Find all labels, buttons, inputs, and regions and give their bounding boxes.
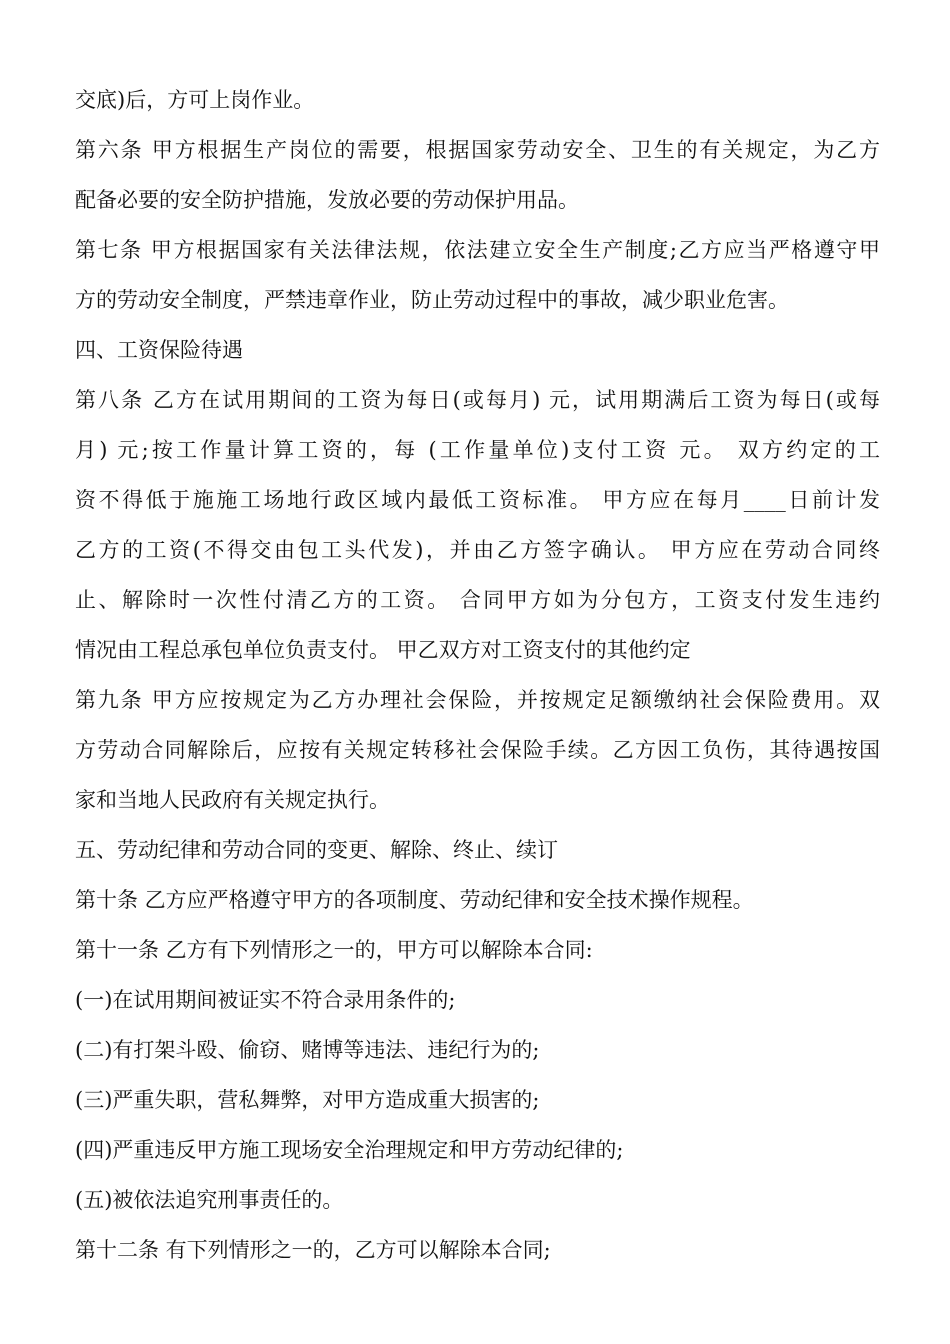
text-line: 第八条 乙方在试用期间的工资为每日(或每月) 元，试用期满后工资为每日(或每 xyxy=(75,388,880,412)
text-line: 家和当地人民政府有关规定执行。 xyxy=(75,788,390,812)
text-line: 交底)后，方可上岗作业。 xyxy=(75,88,315,112)
text-line: 第十条 乙方应严格遵守甲方的各项制度、劳动纪律和安全技术操作规程。 xyxy=(75,888,754,912)
text-line: 资不得低于施施工场地行政区域内最低工资标准。 甲方应在每月____日前计发 xyxy=(75,488,880,512)
section-heading: 五、劳动纪律和劳动合同的变更、解除、终止、续订 xyxy=(75,838,558,862)
text-line: 止、解除时一次性付清乙方的工资。 合同甲方如为分包方，工资支付发生违约 xyxy=(75,588,880,612)
text-line: 第十一条 乙方有下列情形之一的，甲方可以解除本合同: xyxy=(75,938,593,962)
text-line: 第十二条 有下列情形之一的，乙方可以解除本合同; xyxy=(75,1238,551,1262)
text-line: 月) 元;按工作量计算工资的，每 (工作量单位)支付工资 元。 双方约定的工 xyxy=(75,438,880,462)
section-heading: 四、工资保险待遇 xyxy=(75,338,243,362)
text-line: 第九条 甲方应按规定为乙方办理社会保险，并按规定足额缴纳社会保险费用。双 xyxy=(75,688,880,712)
list-item: (三)严重失职，营私舞弊，对甲方造成重大损害的; xyxy=(75,1088,540,1112)
text-line: 方的劳动安全制度，严禁违章作业，防止劳动过程中的事故，减少职业危害。 xyxy=(75,288,789,312)
list-item: (一)在试用期间被证实不符合录用条件的; xyxy=(75,988,456,1012)
list-item: (二)有打架斗殴、偷窃、赌博等违法、违纪行为的; xyxy=(75,1038,540,1062)
text-line: 配备必要的安全防护措施，发放必要的劳动保护用品。 xyxy=(75,188,579,212)
text-line: 情况由工程总承包单位负责支付。 甲乙双方对工资支付的其他约定 xyxy=(75,638,691,662)
text-line: 第六条 甲方根据生产岗位的需要，根据国家劳动安全、卫生的有关规定，为乙方 xyxy=(75,138,880,162)
text-line: 第七条 甲方根据国家有关法律法规，依法建立安全生产制度;乙方应当严格遵守甲 xyxy=(75,238,880,262)
text-line: 方劳动合同解除后，应按有关规定转移社会保险手续。乙方因工负伤，其待遇按国 xyxy=(75,738,880,762)
list-item: (四)严重违反甲方施工现场安全治理规定和甲方劳动纪律的; xyxy=(75,1138,624,1162)
text-line: 乙方的工资(不得交由包工头代发)，并由乙方签字确认。 甲方应在劳动合同终 xyxy=(75,538,880,562)
list-item: (五)被依法追究刑事责任的。 xyxy=(75,1188,344,1212)
